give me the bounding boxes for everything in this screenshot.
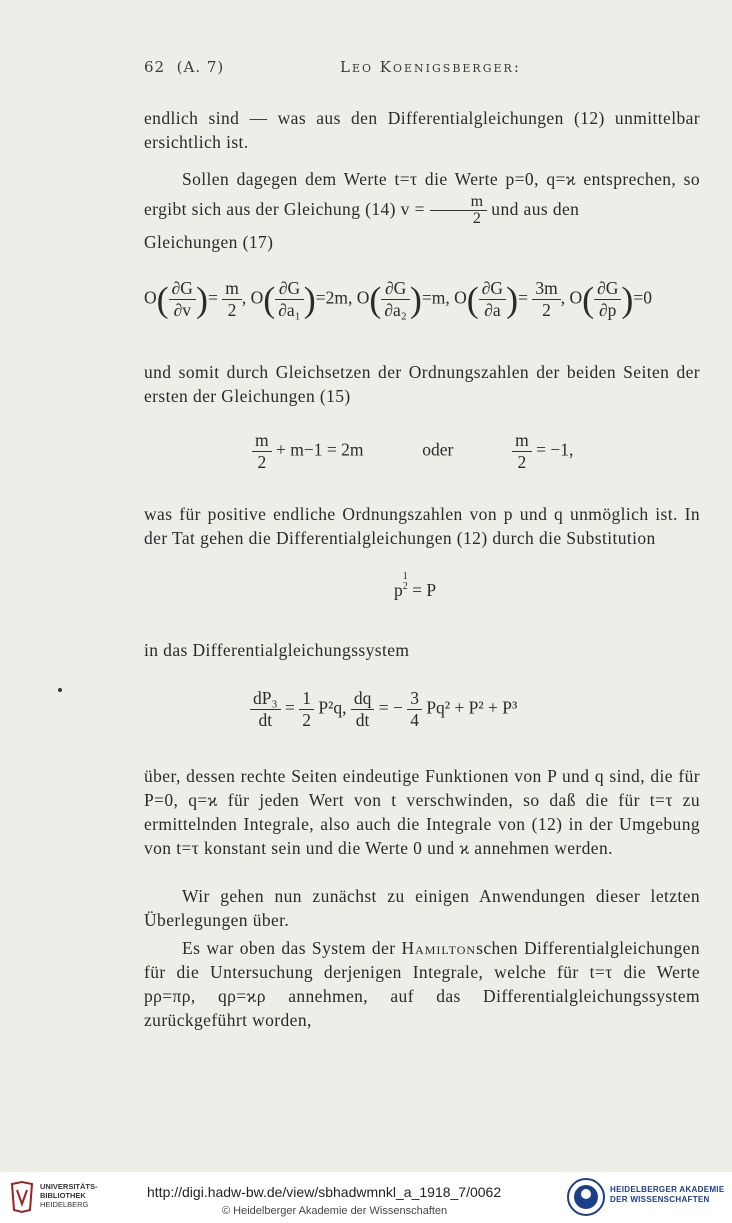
academy-seal-icon xyxy=(566,1177,606,1217)
margin-dot xyxy=(58,688,62,692)
paragraph-7: Wir gehen nun zunächst zu einigen Anwendungen dieser letzten Überlegungen über. xyxy=(144,886,700,930)
equation-17: O( $\frac{\partial G}{\partial v}$ )= $\frac{m}{2}$ , O( $\frac{\partial G}{\text{∂a₁}}$ )=2m, O( $\frac{\partial G}{\text{∂a₂}}$ )=m, O( $\frac{\partial G}{\partial a}$ )= $\frac{3m}{2}$ , O( $\frac{\partial G}{\partial p}$ )=0 xyxy=(144,278,652,320)
academy-name: HEIDELBERGER AKADEMIE DER WISSENSCHAFTEN xyxy=(610,1185,725,1204)
paragraph-5: in das Differentialgleichungssystem xyxy=(144,640,410,660)
equation-15-check: $\frac{m}{2}$ + m−1 = 2m oder $\frac{m}{2}$ = −1, xyxy=(252,430,573,473)
paragraph-6: über, dessen rechte Seiten eindeutige Funktionen von P und q sind, die für P=0, q=ϰ für jeden Wert von t verschwinden, so daß die für t=τ zu ermittelnden Integrale, also auch die Integrale von (12) in der Umgebung von t=τ konstant sein und die Werte 0 und ϰ annehmen werden. xyxy=(144,766,700,858)
substitution-equation: p $^{1 2}$ = P xyxy=(394,571,437,600)
paragraph-1: endlich sind — was aus den Differentialgleichungen (12) unmittelbar ersichtlich ist. xyxy=(144,108,700,152)
permalink[interactable]: http://digi.hadw-bw.de/view/sbhadwmnkl_a_1918_7/0062 xyxy=(147,1184,502,1200)
footer-bar xyxy=(0,1172,732,1223)
differential-system: $\frac{\text{dP₃}}{dt}$ = $\frac{1}{2}$ P²q, $\frac{dq}{dt}$ = − $\frac{3}{4}$ Pq² + P² + P³ xyxy=(250,688,517,731)
university-library-logo-icon xyxy=(8,1180,36,1214)
copyright-notice: © Heidelberger Akademie der Wissenschaften xyxy=(222,1205,448,1217)
paragraph-3: und somit durch Gleichsetzen der Ordnungszahlen der beiden Seiten der ersten der Gleichungen (15) xyxy=(144,362,700,406)
paragraph-2: Sollen dagegen dem Werte t=τ die Werte p=0, q=ϰ entsprechen, so ergibt sich aus der Gleichung (14) v = $\frac{m}{2}$ und aus den Gleichungen (17) xyxy=(144,169,700,253)
page-number: 62 (A. 7) xyxy=(144,58,225,76)
paragraph-4: was für positive endliche Ordnungszahlen von p und q unmöglich ist. In der Tat gehen die Differentialgleichungen (12) durch die Substitution xyxy=(144,504,700,548)
paragraph-8: Es war oben das System der Hamiltonschen Differentialgleichungen für die Untersuchung derjenigen Integrale, welche für t=τ die Werte pρ=πρ, qρ=ϰρ annehmen, auf das Differentialgleichungssystem zurückgeführt worden, xyxy=(144,938,700,1030)
university-library-name: UNIVERSITÄTS- BIBLIOTHEK HEIDELBERG xyxy=(40,1182,98,1209)
header-author: Leo Koenigsberger: xyxy=(340,58,521,76)
